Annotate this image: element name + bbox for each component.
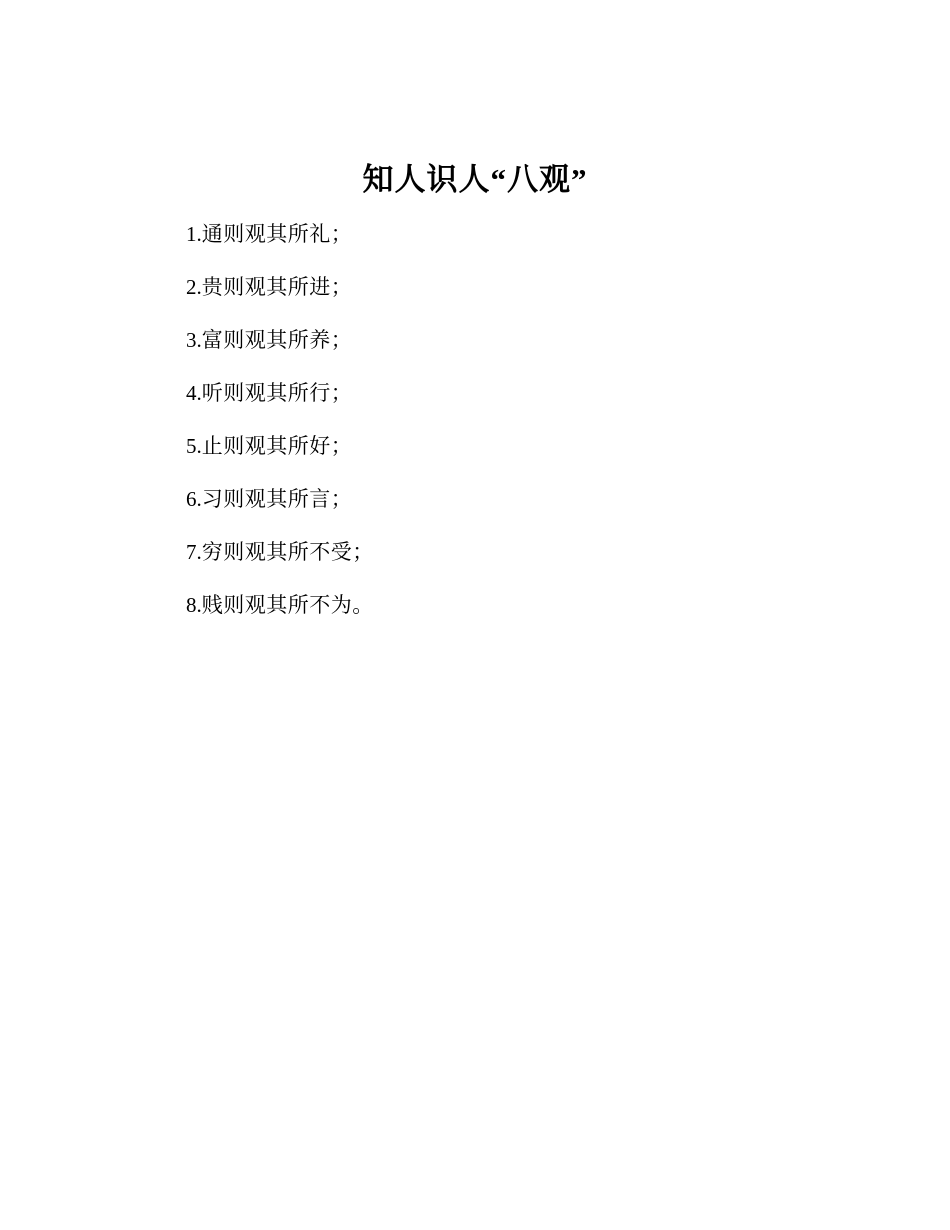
list-item: [186, 383, 806, 436]
list-item-number: 5.: [186, 434, 202, 458]
list-item: [186, 489, 806, 542]
list-item-number: 1.: [186, 222, 202, 246]
list-item-text: 贱则观其所不为。: [201, 593, 374, 617]
list-item: [186, 542, 806, 595]
observation-list: [186, 224, 806, 648]
list-item-text: 止则观其所好；: [201, 434, 353, 458]
list-item-number: 7.: [186, 540, 202, 564]
list-item: [186, 330, 806, 383]
list-item-text: 习则观其所言；: [201, 487, 353, 511]
list-item-number: 4.: [186, 381, 202, 405]
list-item-text: 听则观其所行；: [201, 381, 353, 405]
list-item: [186, 595, 806, 648]
list-item: [186, 224, 806, 277]
list-item-text: 富则观其所养；: [201, 328, 353, 352]
page-title: 知人识人“八观”: [362, 162, 588, 197]
list-item-text: 通则观其所礼；: [201, 222, 353, 246]
list-item-number: 8.: [186, 593, 202, 617]
list-item-text: 贵则观其所进；: [201, 275, 353, 299]
list-item-number: 2.: [186, 275, 202, 299]
list-item-number: 6.: [186, 487, 202, 511]
list-item: [186, 436, 806, 489]
list-item-number: 3.: [186, 328, 202, 352]
list-item: [186, 277, 806, 330]
list-item-text: 穷则观其所不受；: [201, 540, 374, 564]
